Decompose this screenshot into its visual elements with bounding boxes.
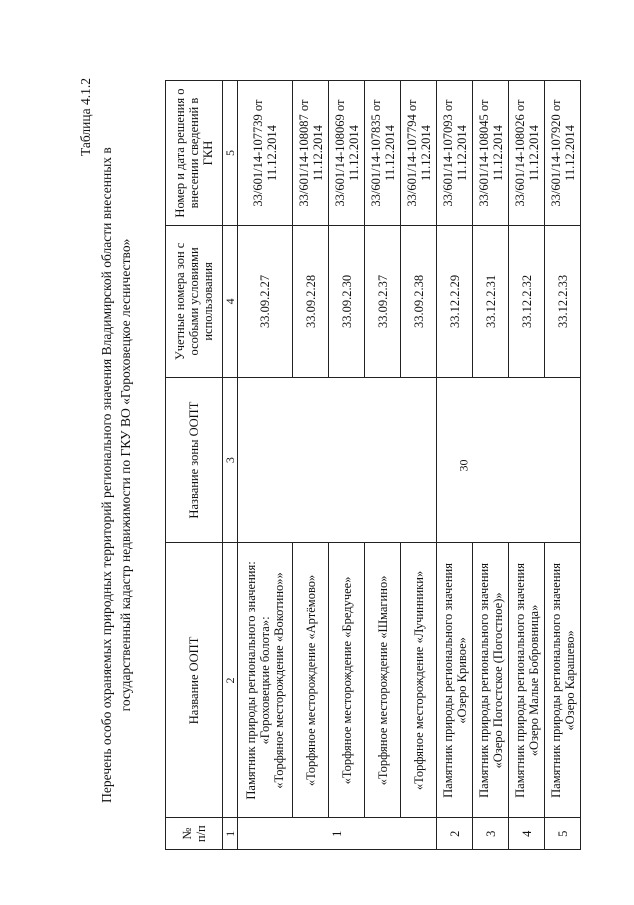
row-account-number: 33.09.2.27 [238, 226, 293, 378]
row-number: 4 [509, 818, 545, 850]
row-account-number: 33.09.2.30 [329, 226, 365, 378]
row-account-number: 33.09.2.28 [293, 226, 329, 378]
page-number: 30 [456, 459, 471, 472]
row-decision: 33/601/14-107920 от 11.12.2014 [545, 81, 581, 226]
row-name: Памятник природы регионального значения «Озеро Кривое» [437, 543, 473, 818]
column-number: 1 [223, 818, 238, 850]
row-name [238, 543, 293, 818]
row-decision: 33/601/14-107835 от 11.12.2014 [365, 81, 401, 226]
row-name-text: «Торфяное месторождение «Вокотино»» [272, 572, 286, 789]
table-row [238, 81, 293, 850]
row-account-number: 33.09.2.38 [401, 226, 437, 378]
header-row [166, 81, 223, 850]
row-name: «Торфяное месторождение «Бредучее» [329, 543, 365, 818]
column-number: 5 [223, 81, 238, 226]
row-name: «Торфяное месторождение «Артёмово» [293, 543, 329, 818]
title-line: Перечень особо охраняемых природных территорий регионального значения Владимирской области внесенных в [99, 147, 114, 803]
column-number: 2 [223, 543, 238, 818]
rotated-page-content [75, 70, 577, 880]
row-decision: 33/601/14-107093 от 11.12.2014 [437, 81, 473, 226]
row-decision: 33/601/14-108026 от 11.12.2014 [509, 81, 545, 226]
group-intro-line: «Гороховецкие болота»: [258, 616, 272, 745]
row-number: 3 [473, 818, 509, 850]
document-title [97, 70, 135, 880]
header-cell-zone: Название зоны ООПТ [166, 377, 223, 543]
row-zone [437, 377, 581, 543]
row-decision: 33/601/14-108069 от 11.12.2014 [329, 81, 365, 226]
row-name: Памятник природы регионального значения «Озеро Погостское (Погостное)» [473, 543, 509, 818]
row-account-number: 33.12.2.32 [509, 226, 545, 378]
row-zone [238, 377, 437, 543]
table-row [437, 81, 473, 850]
row-decision: 33/601/14-107794 от 11.12.2014 [401, 81, 437, 226]
group-intro-line: Памятник природы регионального значения: [244, 561, 258, 800]
row-name: «Торфяное месторождение «Шмагино» [365, 543, 401, 818]
column-number: 4 [223, 226, 238, 378]
row-decision: 33/601/14-108087 от 11.12.2014 [293, 81, 329, 226]
title-line: государственный кадастр недвижимости по ГКУ ВО «Гороховецкое лесничество» [118, 238, 133, 712]
row-name: «Торфяное месторождение «Лучинники» [401, 543, 437, 818]
row-decision: 33/601/14-108045 от 11.12.2014 [473, 81, 509, 226]
row-number: 2 [437, 818, 473, 850]
protected-areas-table [165, 80, 581, 850]
row-name: Памятник природы регионального значения «Озеро Малые Бобровница» [509, 543, 545, 818]
header-cell-name: Название ООПТ [166, 543, 223, 818]
column-number: 3 [223, 377, 238, 543]
row-number: 5 [545, 818, 581, 850]
row-account-number: 33.09.2.37 [365, 226, 401, 378]
row-account-number: 33.12.2.33 [545, 226, 581, 378]
row-name: Памятник природы регионального значения «Озеро Карашево» [545, 543, 581, 818]
table-label: Таблица 4.1.2 [78, 78, 93, 156]
row-decision: 33/601/14-107739 от 11.12.2014 [238, 81, 293, 226]
column-number-row [223, 81, 238, 850]
header-cell-number: № п/п [166, 818, 223, 850]
row-account-number: 33.12.2.29 [437, 226, 473, 378]
row-number: 1 [238, 818, 437, 850]
header-cell-decision: Номер и дата решения о внесении сведений в ГКН [166, 81, 223, 226]
header-cell-account-number: Учетные номера зон с особыми условиями использования [166, 226, 223, 378]
row-account-number: 33.12.2.31 [473, 226, 509, 378]
